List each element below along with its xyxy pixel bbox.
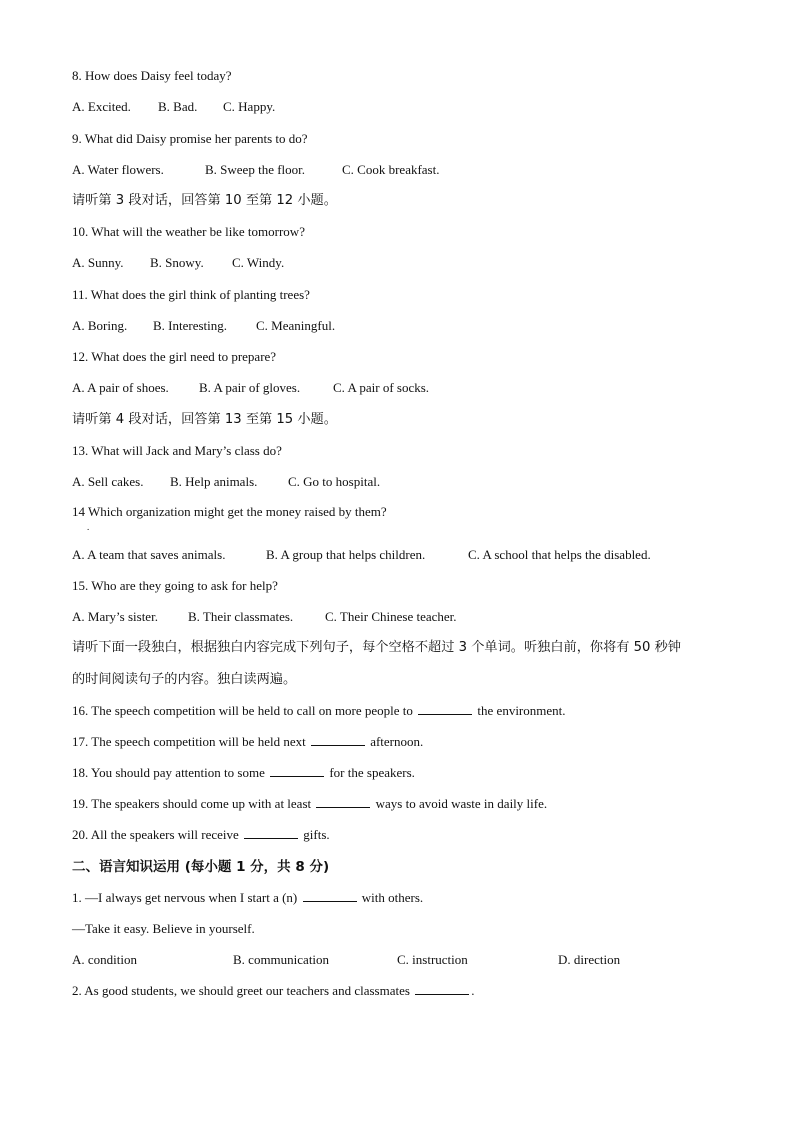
part2-question-1-options	[72, 951, 620, 969]
part2-question-1-tail: with others.	[361, 890, 424, 905]
question-10-options	[72, 254, 284, 272]
question-17-tail: afternoon.	[370, 734, 424, 749]
option-b: B. Help animals.	[170, 474, 258, 489]
question-9-options	[72, 161, 439, 179]
question-12: 12. What does the girl need to prepare?	[72, 349, 277, 364]
question-18-text: 18. You should pay attention to some	[72, 765, 265, 780]
option-a: A. condition	[72, 952, 137, 967]
section-2-heading: 二、语言知识运用 (每小题 1 分，共 8 分)	[72, 859, 330, 875]
option-a: A. Mary’s sister.	[72, 609, 158, 624]
question-17	[72, 733, 423, 751]
option-c: C. Windy.	[232, 255, 285, 270]
option-b: B. Their classmates.	[188, 609, 294, 624]
answer-blank[interactable]	[415, 982, 469, 995]
question-18	[72, 764, 415, 782]
answer-blank[interactable]	[270, 764, 324, 777]
question-11: 11. What does the girl think of planting trees?	[72, 287, 310, 302]
directions-section-4: 请听第 4 段对话，回答第 13 至第 15 小题。	[72, 412, 337, 427]
option-c: C. Cook breakfast.	[342, 162, 440, 177]
option-c: C. Meaningful.	[256, 318, 336, 333]
question-13-options	[72, 473, 380, 491]
stray-dot: .	[87, 522, 90, 532]
option-a: A. Water flowers.	[72, 162, 164, 177]
question-8: 8. How does Daisy feel today?	[72, 68, 232, 83]
option-c: C. Go to hospital.	[288, 474, 381, 489]
question-19-text: 19. The speakers should come up with at least	[72, 796, 312, 811]
question-11-options	[72, 317, 335, 335]
question-12-options	[72, 379, 429, 397]
question-18-tail: for the speakers.	[329, 765, 415, 780]
option-c: C. Happy.	[223, 99, 276, 114]
question-17-text: 17. The speech competition will be held next	[72, 734, 306, 749]
monologue-directions-line-1: 请听下面一段独白，根据独白内容完成下列句子，每个空格不超过 3 个单词。听独白前，你将有 50 秒钟	[72, 640, 681, 655]
question-15: 15. Who are they going to ask for help?	[72, 578, 278, 593]
question-19-tail: ways to avoid waste in daily life.	[375, 796, 548, 811]
option-c: C. instruction	[397, 952, 468, 967]
question-8-options	[72, 98, 275, 116]
option-a: A. Boring.	[72, 318, 128, 333]
option-a: A. A pair of shoes.	[72, 380, 169, 395]
question-20-tail: gifts.	[303, 827, 330, 842]
option-d: D. direction	[558, 952, 621, 967]
option-b: B. Interesting.	[153, 318, 228, 333]
part2-question-1	[72, 889, 423, 907]
question-20	[72, 826, 330, 844]
option-a: A. Excited.	[72, 99, 131, 114]
question-14-options	[72, 546, 651, 564]
option-b: B. A group that helps children.	[266, 547, 426, 562]
question-16	[72, 702, 566, 720]
monologue-directions-line-2: 的时间阅读句子的内容。独白读两遍。	[72, 672, 297, 687]
option-b: B. Snowy.	[150, 255, 204, 270]
question-16-text: 16. The speech competition will be held to call on more people to	[72, 703, 413, 718]
directions-section-3: 请听第 3 段对话，回答第 10 至第 12 小题。	[72, 193, 337, 208]
answer-blank[interactable]	[418, 702, 472, 715]
part2-question-2-tail: .	[471, 983, 475, 998]
option-c: C. A pair of socks.	[333, 380, 430, 395]
option-a: A. Sell cakes.	[72, 474, 144, 489]
answer-blank[interactable]	[311, 733, 365, 746]
option-b: B. Bad.	[158, 99, 198, 114]
question-13: 13. What will Jack and Mary’s class do?	[72, 443, 282, 458]
part2-question-2	[72, 982, 474, 1000]
option-a: A. A team that saves animals.	[72, 547, 226, 562]
answer-blank[interactable]	[316, 795, 370, 808]
part2-question-1-reply: —Take it easy. Believe in yourself.	[72, 921, 255, 936]
question-15-options	[72, 608, 457, 626]
question-20-text: 20. All the speakers will receive	[72, 827, 239, 842]
option-b: B. Sweep the floor.	[205, 162, 306, 177]
part2-question-1-text: 1. —I always get nervous when I start a (n)	[72, 890, 298, 905]
answer-blank[interactable]	[303, 889, 357, 902]
option-b: B. communication	[233, 952, 330, 967]
question-14: 14 Which organization might get the money raised by them?	[72, 504, 387, 519]
question-10: 10. What will the weather be like tomorrow?	[72, 224, 305, 239]
option-c: C. Their Chinese teacher.	[325, 609, 457, 624]
question-16-tail: the environment.	[477, 703, 566, 718]
part2-question-2-text: 2. As good students, we should greet our teachers and classmates	[72, 983, 410, 998]
option-a: A. Sunny.	[72, 255, 124, 270]
question-19	[72, 795, 547, 813]
option-b: B. A pair of gloves.	[199, 380, 301, 395]
option-c: C. A school that helps the disabled.	[468, 547, 651, 562]
question-9: 9. What did Daisy promise her parents to do?	[72, 131, 308, 146]
answer-blank[interactable]	[244, 826, 298, 839]
